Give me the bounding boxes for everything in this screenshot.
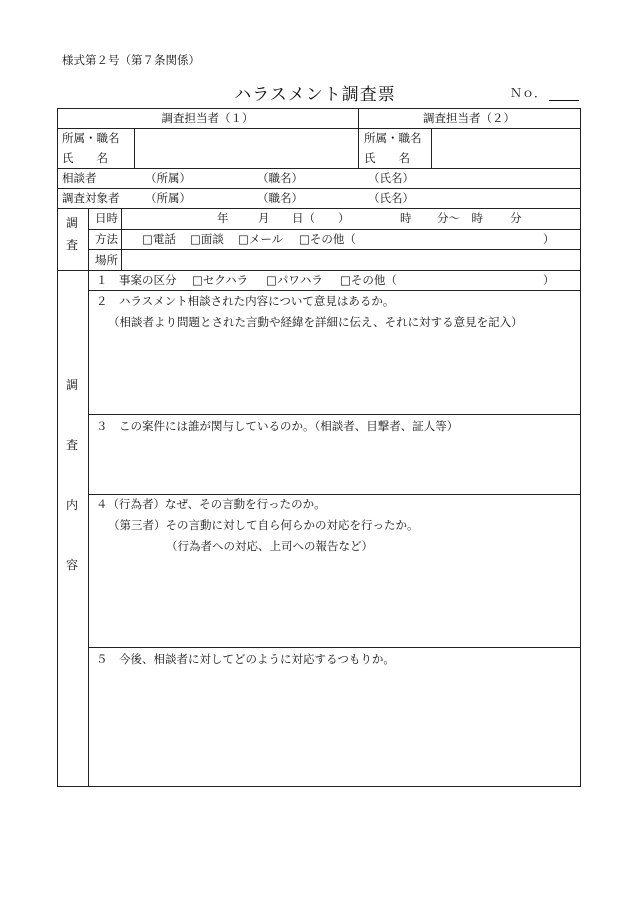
q5-question: ５ 今後、相談者に対してどのように対応するつもりか。 — [96, 652, 395, 666]
datetime-year[interactable]: 年 — [217, 211, 229, 225]
investigator-2-affiliation-label: 所属・職名 — [364, 131, 422, 145]
content-side-label-1: 調 — [66, 378, 79, 392]
q4-answer-field[interactable] — [90, 560, 579, 645]
investigator-1-header: 調査担当者（１） — [161, 111, 254, 125]
subject-affiliation[interactable]: （所属） — [145, 191, 191, 205]
table-line — [88, 290, 581, 291]
q1-other-close: ） — [543, 273, 555, 287]
table-line — [88, 494, 581, 495]
content-side-label-2: 査 — [66, 438, 79, 452]
investigator-1-name-label: 氏 名 — [62, 151, 108, 165]
datetime-month[interactable]: 月 — [258, 211, 270, 225]
consultant-name[interactable]: （氏名） — [368, 171, 414, 185]
investigator-2-header: 調査担当者（２） — [423, 111, 515, 125]
q2-instruction: （相談者より問題とされた言動や経緯を詳細に伝え、それに対する意見を記入） — [108, 315, 523, 329]
subject-position[interactable]: （職名） — [257, 191, 303, 205]
q1-sexual-harassment-checkbox[interactable]: □セクハラ — [192, 273, 249, 287]
document-number — [510, 84, 579, 101]
datetime-hour[interactable]: 時 — [400, 211, 412, 225]
q2-question: ２ ハラスメント相談された内容について意見はあるか。 — [96, 294, 395, 308]
table-line — [88, 208, 89, 787]
document-number-label: Ｎｏ． — [510, 86, 547, 100]
subject-label: 調査対象者 — [62, 191, 120, 205]
q1-power-harassment-checkbox[interactable]: □パワハラ — [266, 273, 323, 287]
consultant-affiliation[interactable]: （所属） — [145, 171, 191, 185]
datetime-day[interactable]: 日（ ） — [292, 211, 350, 225]
q4-question-third-party: （第三者）その言動に対して自ら何らかの対応を行ったか。 — [108, 518, 419, 532]
table-line — [57, 270, 581, 271]
datetime-minute[interactable]: 分 — [510, 211, 522, 225]
table-line — [580, 108, 581, 787]
investigator-1-field[interactable] — [135, 129, 357, 168]
investigator-2-name-label: 氏 名 — [364, 151, 410, 165]
content-side-label-4: 容 — [66, 558, 79, 572]
q4-note: （行為者への対応、上司への報告など） — [166, 539, 373, 553]
q4-question-actor: ４（行為者）なぜ、その言動を行ったのか。 — [96, 497, 326, 511]
survey-side-label-1: 調 — [66, 216, 79, 230]
method-interview-checkbox[interactable]: □面談 — [190, 232, 224, 246]
table-line — [57, 108, 581, 109]
table-line — [57, 208, 581, 209]
consultant-position[interactable]: （職名） — [257, 171, 303, 185]
method-other-close: ） — [543, 232, 555, 246]
method-mail-checkbox[interactable]: □メール — [238, 232, 284, 246]
subject-name[interactable]: （氏名） — [368, 191, 414, 205]
method-other-checkbox[interactable]: □その他（ — [299, 232, 356, 246]
table-line — [57, 108, 58, 787]
q1-label: １ 事案の区分 — [96, 273, 177, 287]
document-number-field[interactable] — [549, 88, 579, 101]
table-line — [88, 414, 581, 415]
method-phone-checkbox[interactable]: □電話 — [142, 232, 176, 246]
investigator-2-field[interactable] — [432, 129, 579, 168]
page-title: ハラスメント調査票 — [234, 85, 396, 105]
form-number: 様式第２号（第７条関係） — [62, 53, 200, 67]
datetime-label: 日時 — [95, 211, 118, 225]
table-line — [88, 647, 581, 648]
survey-side-label-2: 査 — [66, 238, 79, 252]
consultant-label: 相談者 — [62, 171, 97, 185]
method-label: 方法 — [95, 232, 118, 246]
place-label: 場所 — [95, 253, 118, 267]
q3-answer-field[interactable] — [90, 440, 579, 492]
datetime-minute-range[interactable]: 分～ 時 — [437, 211, 483, 225]
table-line — [88, 229, 581, 230]
q1-other-checkbox[interactable]: □その他（ — [340, 273, 397, 287]
q2-answer-field[interactable] — [90, 335, 579, 412]
q5-answer-field[interactable] — [90, 672, 579, 784]
investigator-1-affiliation-label: 所属・職名 — [62, 131, 120, 145]
q3-question: ３ この案件には誰が関与しているのか。（相談者、目撃者、証人等） — [96, 419, 459, 433]
table-line — [57, 188, 581, 189]
table-line — [57, 786, 581, 787]
place-field[interactable] — [122, 250, 579, 269]
content-side-label-3: 内 — [66, 498, 79, 512]
table-line — [57, 168, 581, 169]
